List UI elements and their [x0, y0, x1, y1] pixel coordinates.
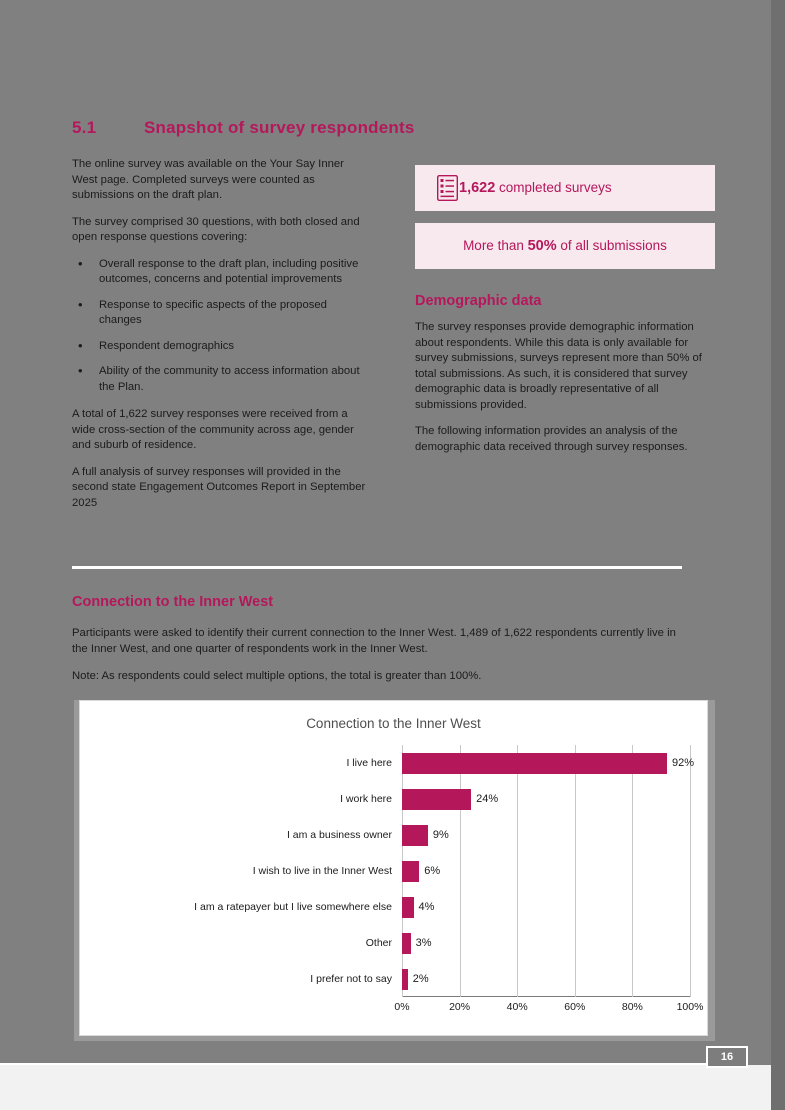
chart-bar-value-label: 9%: [432, 828, 449, 841]
connection-paragraph-1: Participants were asked to identify their current connection to the Inner West. 1,489 of 1,622 respondents currently live in the Inner West, and one quarter of respondents work in the Inner West.: [72, 627, 676, 655]
chart-bar: [402, 861, 419, 882]
chart-plot: [394, 745, 704, 1013]
section-title: Snapshot of survey respondents: [144, 118, 415, 137]
chart-bar: [402, 825, 428, 846]
stat-prefix-submissions: More than: [463, 238, 528, 253]
list-item: • Overall response to the draft plan, including positive outcomes, concerns and potential improvements: [72, 257, 368, 288]
chart-x-tick-label: 40%: [506, 1001, 528, 1013]
connection-body: [72, 626, 694, 697]
chart-gridline: [517, 745, 518, 997]
chart-bar: [402, 753, 667, 774]
stat-text-1: [415, 180, 715, 196]
section-divider: [72, 566, 682, 569]
chart-bar-value-label: 92%: [671, 756, 694, 769]
list-item: • Respondent demographics: [72, 339, 368, 355]
footer-band: [0, 1065, 785, 1110]
section-heading: [72, 118, 692, 138]
section-number: 5.1: [72, 118, 97, 137]
chart-panel: [74, 700, 715, 1041]
connection-heading: Connection to the Inner West: [72, 594, 274, 610]
chart-gridline: [460, 745, 461, 997]
stat-label-surveys: completed surveys: [495, 180, 612, 195]
chart-title: Connection to the Inner West: [306, 716, 481, 731]
stat-value-submissions: 50%: [527, 238, 557, 254]
left-paragraph-4: A full analysis of survey responses will provided in the second state Engagement Outcomes Report in September 2025: [72, 465, 366, 509]
chart-category-label: Other: [365, 936, 392, 949]
left-column: [72, 157, 368, 522]
chart-x-tick-label: 60%: [564, 1001, 586, 1013]
right-paragraph-2: The following information provides an analysis of the demographic data received through survey responses.: [415, 425, 688, 453]
right-paragraph-1: The survey responses provide demographic information about respondents. While this data is only available for survey submissions, surveys represent more than 50% of total submissions. As such, it is considered that survey demographic data is broadly representative of all submissions provided.: [415, 321, 702, 411]
chart-x-axis: [402, 996, 690, 997]
chart-bar-value-label: 24%: [476, 792, 499, 805]
left-paragraph-1: The online survey was available on the Your Say Inner West page. Completed surveys were counted as submissions on the draft plan.: [72, 158, 344, 201]
chart-bar: [402, 969, 408, 990]
page-number: 16: [720, 1051, 734, 1063]
chart-category-label: I live here: [346, 756, 392, 769]
stat-suffix-submissions: of all submissions: [556, 238, 667, 253]
chart-bar: [402, 933, 411, 954]
chart-category-label: I prefer not to say: [310, 972, 392, 985]
right-column: [415, 320, 715, 466]
chart-bar: [402, 789, 471, 810]
list-item: • Ability of the community to access information about the Plan.: [72, 364, 368, 395]
chart-gridline: [575, 745, 576, 997]
chart-bar-value-label: 2%: [412, 972, 429, 985]
demographic-data-heading: Demographic data: [415, 293, 542, 309]
page-right-edge: [771, 0, 785, 1110]
chart-category-label: I am a ratepayer but I live somewhere else: [194, 900, 392, 913]
chart-gridline: [690, 745, 691, 997]
chart-category-label: I am a business owner: [286, 828, 392, 841]
chart-x-tick-label: 100%: [676, 1001, 704, 1013]
chart-category-label: I work here: [340, 792, 392, 805]
chart-gridline: [632, 745, 633, 997]
left-bullet-list: [72, 257, 368, 396]
chart-bar-value-label: 4%: [418, 900, 435, 913]
chart-x-tick-label: 80%: [621, 1001, 643, 1013]
chart-bar: [402, 897, 414, 918]
chart-x-tick-label: 0%: [394, 1001, 410, 1013]
stat-value-surveys: 1,622: [459, 180, 496, 196]
stat-text-2: [415, 238, 715, 254]
left-paragraph-2: The survey comprised 30 questions, with both closed and open response questions covering:: [72, 215, 360, 243]
stat-box-submissions-share: [415, 223, 715, 269]
chart-category-labels: [142, 745, 392, 997]
chart-area: [79, 700, 708, 1036]
left-paragraph-3: A total of 1,622 survey responses were received from a wide cross-section of the community across age, gender and suburb of residence.: [72, 408, 354, 451]
chart-category-label: I wish to live in the Inner West: [252, 864, 392, 877]
page-number-badge: [706, 1046, 748, 1068]
chart-x-tick-label: 20%: [449, 1001, 471, 1013]
connection-paragraph-2: Note: As respondents could select multiple options, the total is greater than 100%.: [72, 670, 482, 682]
chart-bar-value-label: 3%: [415, 936, 432, 949]
stat-box-completed-surveys: [415, 165, 715, 211]
list-item: • Response to specific aspects of the proposed changes: [72, 298, 368, 329]
chart-bar-value-label: 6%: [424, 864, 441, 877]
footer-rule: [0, 1063, 710, 1065]
